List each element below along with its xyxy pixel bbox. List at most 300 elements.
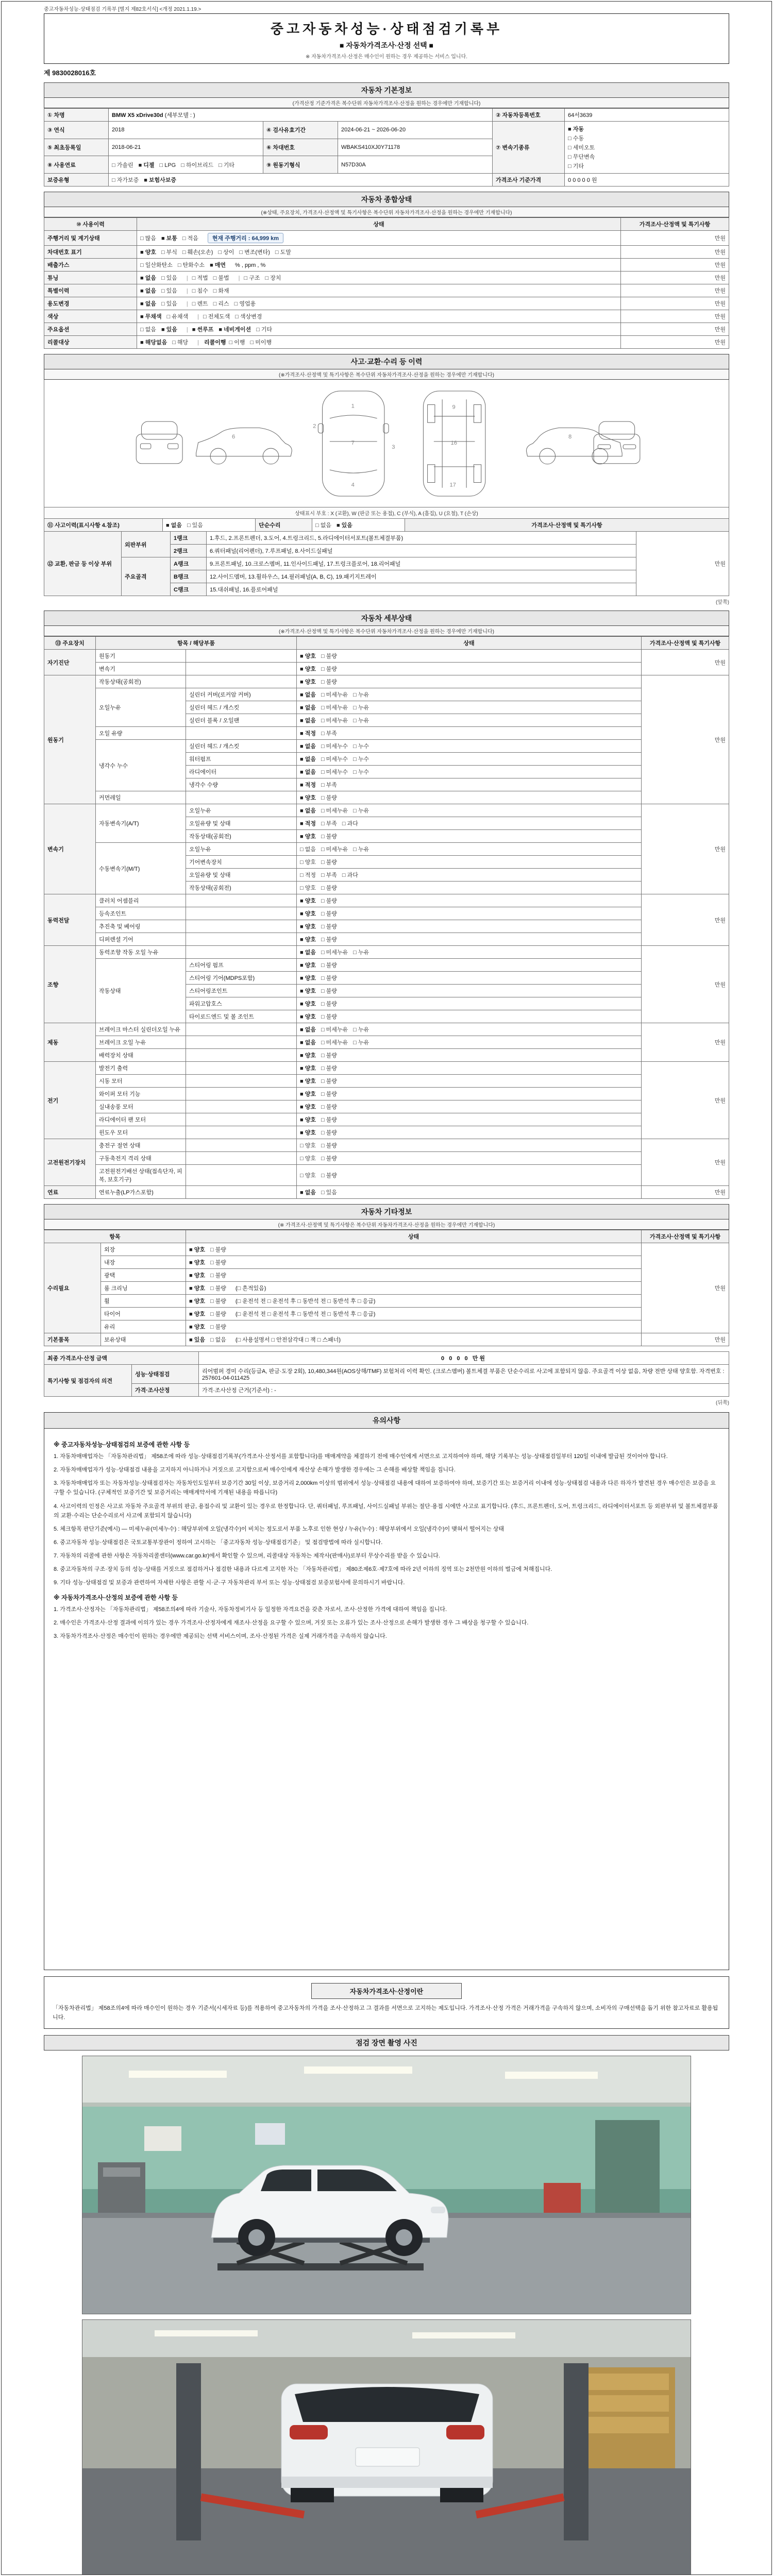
checkbox-option: □ 불량 xyxy=(210,1273,226,1279)
checkbox-option: ■ 있음 xyxy=(189,1337,205,1343)
notice-item: 2. 자동차매매업자가 성능·상태점검 내용을 고지하지 아니하거나 거짓으로 고지함으로써 매수인에게 재산상 손해가 발생한 경우에는 그 손해를 배상할 책임을 집니다. xyxy=(54,1467,456,1473)
misc-item: 타이어 xyxy=(101,1308,186,1320)
detail-state xyxy=(297,997,642,1010)
warranty-label: 보증유형 xyxy=(44,174,109,187)
engine-value: N57D30A xyxy=(338,156,493,174)
garage-rear-photo-illustration xyxy=(82,2320,691,2575)
checkbox-option: □ 누유 xyxy=(353,846,369,853)
inspection-photo-front xyxy=(82,2056,691,2314)
detail-item: 변속기 xyxy=(96,663,186,675)
page-marker-back: (뒤쪽) xyxy=(716,1400,729,1406)
detail-item: 냉각수 누수 xyxy=(96,740,186,791)
checkbox-option: □ 미세누유 xyxy=(321,808,348,814)
inspection-photo-rear xyxy=(82,2319,691,2575)
checkbox-option: ■ 양호 xyxy=(189,1298,205,1304)
detail-price: 만원 xyxy=(642,894,729,946)
detail-part xyxy=(186,1165,297,1186)
checkbox-option: □ 미세누유 xyxy=(321,950,348,956)
accident-history-options xyxy=(163,519,256,532)
checkbox-option: ■ 양호 xyxy=(300,924,316,930)
misc-row xyxy=(44,1282,729,1295)
checkbox-option: □ 미세누유 xyxy=(321,718,348,724)
checkbox-option: ■ 양호 xyxy=(300,795,316,801)
comp-row-label: 특별이력 xyxy=(44,284,137,297)
checkbox-option: □ 불량 xyxy=(321,898,337,904)
svg-text:8: 8 xyxy=(568,433,572,440)
checkbox-group-label: 리콜이행 xyxy=(204,340,226,346)
checkbox-option: □ 미세누유 xyxy=(321,846,348,853)
comp-row-state xyxy=(137,259,621,272)
detail-row xyxy=(44,1049,729,1062)
checkbox-option: ■ 해당없음 xyxy=(140,340,167,346)
notice-price-items xyxy=(54,1605,719,1641)
checkbox-option: ■ 양호 xyxy=(300,975,316,981)
checkbox-option: ■ 보통 xyxy=(161,235,177,242)
svg-text:17: 17 xyxy=(449,482,456,488)
checkbox-option: ■ 네비게이션 xyxy=(219,327,251,333)
right-side-view-icon xyxy=(526,428,622,464)
detail-part: 타이로드엔드 및 볼 조인트 xyxy=(186,1010,297,1023)
checkbox-option: □ 미세누유 xyxy=(321,1040,348,1046)
detail-part: 스티어링 기어(MDPS포함) xyxy=(186,972,297,985)
detail-row xyxy=(44,959,729,972)
misc-state xyxy=(186,1320,642,1333)
detail-row xyxy=(44,650,729,663)
detail-state xyxy=(297,1126,642,1139)
checkbox-option: ■ 무채색 xyxy=(140,314,162,320)
detail-state xyxy=(297,650,642,663)
checkbox-option: □ 누유 xyxy=(353,950,369,956)
detail-group: 제동 xyxy=(44,1023,96,1062)
checkbox-option: ■ 양호 xyxy=(189,1285,205,1292)
comp-row-label: 배출가스 xyxy=(44,259,137,272)
detail-part xyxy=(186,1036,297,1049)
detail-state xyxy=(297,1165,642,1186)
checkbox-option: □ 이행 xyxy=(229,340,245,346)
misc-group: 수리필요 xyxy=(44,1243,101,1333)
misc-price: 만원 xyxy=(642,1243,729,1333)
checkbox-option: □ 있음 xyxy=(321,1190,337,1196)
detail-item: 추진축 및 베어링 xyxy=(96,920,186,933)
checkbox-option: □ 누유 xyxy=(353,718,369,724)
checkbox-option: □ 있음 xyxy=(161,301,177,307)
checkbox-option: ■ 없음 xyxy=(140,275,156,281)
checkbox-option: □ 불량 xyxy=(321,1001,337,1007)
detail-row xyxy=(44,1023,729,1036)
front-view-icon xyxy=(136,421,182,464)
detail-item: 커먼레일 xyxy=(96,791,186,804)
checkbox-option: ■ 없음 xyxy=(300,1027,316,1033)
comp-row-label: 리콜대상 xyxy=(44,336,137,349)
detail-row xyxy=(44,1165,729,1186)
checkbox-option: ■ 썬루프 xyxy=(192,327,214,333)
document-number: 제 9830028016호 xyxy=(44,69,96,77)
checkbox-option: □ 불량 xyxy=(321,1104,337,1110)
detail-row xyxy=(44,933,729,946)
opinion-row-text: 가격·조사산정 근거(기준서) : - xyxy=(199,1384,729,1397)
checkbox-option: □ 불량 xyxy=(321,911,337,917)
detail-part xyxy=(186,1152,297,1165)
misc-state xyxy=(186,1243,642,1256)
detail-group: 연료 xyxy=(44,1186,96,1199)
comprehensive-row xyxy=(44,297,729,310)
checkbox-option: ■ 양호 xyxy=(189,1324,205,1330)
notice-item: 2. 매수인은 가격조사·산정 결과에 이의가 있는 경우 가격조사·산정자에게 재조사·산정을 요구할 수 있으며, 거짓 또는 오류가 있는 조사·산정으로 손해가 발생한 경우 그 배상을 청구할 수 있습니다. xyxy=(54,1619,529,1626)
detail-item: 원동기 xyxy=(96,650,186,663)
detail-part xyxy=(186,933,297,946)
accident-price-header: 가격조사·산정액 및 특기사항 xyxy=(405,519,729,532)
checkbox-option: □ 있음 xyxy=(161,288,177,294)
detail-row xyxy=(44,740,729,753)
reg-no-value: 64서3639 xyxy=(565,109,729,122)
checkbox-option: □ 불량 xyxy=(210,1324,226,1330)
rank-name: A랭크 xyxy=(171,557,207,570)
notice-title: 유의사항 xyxy=(44,1413,729,1429)
opinion-row-name: 성능·상태점검 xyxy=(132,1365,199,1384)
detail-part xyxy=(186,1023,297,1036)
car-views-illustration xyxy=(129,384,644,503)
checkbox-option: □ 해당 xyxy=(172,340,189,346)
comprehensive-table xyxy=(44,217,729,349)
checkbox-option: □ 기타 xyxy=(219,162,235,168)
detail-part xyxy=(186,907,297,920)
detail-state xyxy=(297,869,642,882)
comprehensive-row xyxy=(44,259,729,272)
checkbox-option: □ 불량 xyxy=(321,1117,337,1123)
comp-row-price: 만원 xyxy=(621,336,729,349)
detail-state xyxy=(297,894,642,907)
car-name-label: ① 차명 xyxy=(44,109,109,122)
checkbox-option: □ 불량 xyxy=(321,859,337,866)
checkbox-option: □ 자가보증 xyxy=(112,177,139,183)
detail-state xyxy=(297,778,642,791)
checkbox-option: ■ 양호 xyxy=(300,666,316,672)
detail-price: 만원 xyxy=(642,946,729,1023)
base-price-label: 가격조사 기준가격 xyxy=(493,174,565,187)
checkbox-option: □ 렌트 xyxy=(192,301,208,307)
misc-extra: (□ 운전석 전 □ 운전석 후 □ 동반석 전 □ 동반석 후 □ 응급) xyxy=(235,1298,376,1304)
checkbox-option: □ 미이행 xyxy=(250,340,272,346)
rank-name: B랭크 xyxy=(171,570,207,583)
misc-row xyxy=(44,1243,729,1256)
checkbox-option: ■ 양호 xyxy=(300,1091,316,1097)
detail-part: 오일누유 xyxy=(186,804,297,817)
notice-item: 5. 체크항목 판단기준(예시) — 미세누유(미세누수) : 해당부위에 오일(냉각수)이 비치는 정도로서 부품 노후로 인한 현상 / 누유(누수) : 해당부위에서 오일(냉각수)이 맺혀서 떨어지는 상태 xyxy=(54,1526,504,1532)
detail-state xyxy=(297,882,642,894)
checkbox-option: ■ 없음 xyxy=(300,692,316,698)
detail-state xyxy=(297,1152,642,1165)
misc-section-title: 자동차 기타정보 xyxy=(44,1204,729,1219)
checkbox-option: □ 기타 xyxy=(568,163,584,170)
checkbox-option: □ 세미오토 xyxy=(568,145,595,151)
checkbox-option: □ 가솔린 xyxy=(112,162,133,168)
detail-part xyxy=(186,920,297,933)
final-amount-table xyxy=(44,1351,729,1365)
detail-part: 냉각수 수량 xyxy=(186,778,297,791)
detail-item: 연료누출(LP가스포함) xyxy=(96,1186,186,1199)
checkbox-option: ■ 양호 xyxy=(300,962,316,969)
misc-state xyxy=(186,1333,642,1346)
checkbox-option: □ 불량 xyxy=(210,1260,226,1266)
detail-item: 브레이크 오일 누유 xyxy=(96,1036,186,1049)
checkbox-option: □ 양호 xyxy=(300,1156,316,1162)
checkbox-option: □ 미세누수 xyxy=(321,756,348,762)
misc-row xyxy=(44,1256,729,1269)
rear-view-icon xyxy=(594,421,640,464)
detail-row xyxy=(44,920,729,933)
detail-item: 브레이크 마스터 실린더오일 누유 xyxy=(96,1023,186,1036)
rank-name: 1랭크 xyxy=(171,532,207,545)
comp-row-label: 용도변경 xyxy=(44,297,137,310)
accident-history-label: ⑪ 사고이력(표시사항 4.참조) xyxy=(44,519,163,532)
detail-state xyxy=(297,753,642,766)
fuel-options xyxy=(109,156,263,174)
reg-no-label: ② 자동차등록번호 xyxy=(493,109,565,122)
notice-item: 8. 중고자동차의 구조·장치 등의 성능·상태를 거짓으로 점검하거나 점검한 내용과 다르게 고지한 자는 「자동차관리법」 제80조제6호·제7호에 따라 2년 이하의 징역 또는 2천만원 이하의 벌금에 처해집니다. xyxy=(54,1566,552,1573)
checkbox-option: □ 불량 xyxy=(321,834,337,840)
detail-row xyxy=(44,1186,729,1199)
comp-row-state xyxy=(137,231,621,246)
comprehensive-row xyxy=(44,310,729,323)
checkbox-option: □ 일산화탄소 xyxy=(140,262,173,268)
checkbox-option: ■ 양호 xyxy=(300,1130,316,1136)
checkbox-option: ■ 적정 xyxy=(300,731,316,737)
year-label: ③ 연식 xyxy=(44,122,109,139)
detail-part xyxy=(186,894,297,907)
misc-item-header: 항목 xyxy=(44,1230,186,1243)
svg-text:1: 1 xyxy=(351,403,355,410)
comp-row-state: ■ 없음 □ 있음 | □ 적법 □ 불법 | □ 구조 □ 장치 xyxy=(137,272,621,284)
simple-repair-label: 단순수리 xyxy=(256,519,312,532)
checkbox-option: □ 없음 xyxy=(300,846,316,853)
detail-item: 작동상태 xyxy=(96,959,186,1023)
comp-row-price: 만원 xyxy=(621,284,729,297)
detail-part xyxy=(186,1088,297,1100)
comp-row-price: 만원 xyxy=(621,297,729,310)
simple-repair-options xyxy=(312,519,405,532)
detail-row xyxy=(44,675,729,688)
misc-state xyxy=(186,1256,642,1269)
checkbox-option: □ 구조 xyxy=(244,275,260,281)
checkbox-option: □ 불량 xyxy=(321,1143,337,1149)
detail-device-header: ⑬ 주요장치 xyxy=(44,637,96,650)
checkbox-option: ■ 없음 xyxy=(300,756,316,762)
rank-name: C랭크 xyxy=(171,583,207,596)
detail-item: 동력조향 작동 오일 누유 xyxy=(96,946,186,959)
detail-row xyxy=(44,663,729,675)
detail-part: 실린더 헤드 / 개스킷 xyxy=(186,701,297,714)
detail-item: 배력장치 상태 xyxy=(96,1049,186,1062)
checkbox-option: □ 침수 xyxy=(192,288,208,294)
comp-row-state xyxy=(137,246,621,259)
detail-state-header: 상태 xyxy=(297,637,642,650)
detail-state xyxy=(297,1075,642,1088)
checkbox-option: □ 불량 xyxy=(321,1078,337,1084)
damage-symbols-legend: 상태표시 부호 : X (교환), W (판금 또는 용접), C (부식), A (흠집), U (요철), T (손상) xyxy=(44,507,729,519)
notice-price-subtitle: ※ 자동차가격조사·산정의 보증에 관한 사항 등 xyxy=(54,1594,178,1601)
detail-row xyxy=(44,1075,729,1088)
checkbox-option: ■ 없음 xyxy=(166,522,182,529)
car-damage-diagram xyxy=(44,380,729,507)
comp-row-price: 만원 xyxy=(621,259,729,272)
detail-item: 등속조인트 xyxy=(96,907,186,920)
comprehensive-row xyxy=(44,336,729,349)
checkbox-option: □ 적법 xyxy=(192,275,208,281)
detail-item: 오일누유 xyxy=(96,688,186,727)
detail-row xyxy=(44,894,729,907)
accident-section-title: 사고·교환·수리 등 이력 xyxy=(44,354,729,369)
checkbox-option: □ 불량 xyxy=(321,653,337,659)
checkbox-option: ■ 있음 xyxy=(336,522,352,529)
svg-text:4: 4 xyxy=(351,482,355,488)
checkbox-option: □ 양호 xyxy=(300,1173,316,1179)
rank-items: 9.프론트패널, 10.크로스멤버, 11.인사이드패널, 17.트렁크플로어, 18.리어패널 xyxy=(207,557,636,570)
detail-item: 디퍼렌셜 기어 xyxy=(96,933,186,946)
detail-state xyxy=(297,766,642,778)
base-price-value: 0 0 0 0 0 원 xyxy=(565,174,729,187)
comp-row-state: ■ 없음 □ 있음 | □ 침수 □ 화재 xyxy=(137,284,621,297)
checkbox-option: ■ 디젤 xyxy=(138,162,155,168)
notice-items xyxy=(54,1452,719,1588)
notice-item: 7. 자동차의 리콜에 관한 사항은 자동차리콜센터(www.car.go.kr)에서 확인할 수 있으며, 리콜대상 자동차는 제작사(판매사)로부터 무상수리를 받을 수 있습니다. xyxy=(54,1553,440,1560)
detail-part xyxy=(186,1049,297,1062)
misc-price: 만원 xyxy=(642,1333,729,1346)
checkbox-option: ■ 양호 xyxy=(300,1014,316,1020)
checkbox-option: □ 불량 xyxy=(321,1130,337,1136)
misc-extra: (□ 흔적있음) xyxy=(235,1285,266,1292)
left-side-view-icon xyxy=(196,428,292,464)
detail-section-note: (※가격조사·산정액 및 특기사항은 복수단위 자동차가격조사·산정을 원하는 경우에만 기재합니다) xyxy=(44,626,729,636)
checkbox-option: □ 없음 xyxy=(210,1337,226,1343)
detail-row xyxy=(44,791,729,804)
detail-group: 고전원전기장치 xyxy=(44,1139,96,1186)
final-amount-value: 0 0 0 0 만원 xyxy=(199,1352,729,1365)
notice-body xyxy=(44,1429,729,1970)
detail-part: 파워고압호스 xyxy=(186,997,297,1010)
misc-price-header: 가격조사·산정액 및 특기사항 xyxy=(642,1230,729,1243)
detail-state xyxy=(297,920,642,933)
checkbox-option: □ 많음 xyxy=(140,235,156,242)
checkbox-option: □ 불량 xyxy=(321,1065,337,1072)
checkbox-option: □ 불량 xyxy=(210,1311,226,1317)
comprehensive-section-note: (※상태, 주요장치, 가격조사·산정액 및 특기사항은 복수단위 자동차가격조사·산정을 원하는 경우에만 기재합니다) xyxy=(44,207,729,217)
checkbox-option: □ 누유 xyxy=(353,705,369,711)
detail-part: 스티어링조인트 xyxy=(186,985,297,997)
checkbox-option: □ 누유 xyxy=(353,692,369,698)
comp-row-label: 주요옵션 xyxy=(44,323,137,336)
checkbox-option: □ 하이브리드 xyxy=(181,162,214,168)
outer-panel-label: 외판부위 xyxy=(122,532,171,557)
detail-state xyxy=(297,804,642,817)
comp-row-label: 주행거리 및 계기상태 xyxy=(44,231,137,246)
col-price-header: 가격조사·산정액 및 특기사항 xyxy=(621,218,729,231)
detail-row xyxy=(44,1088,729,1100)
comp-row-state: ■ 없음 □ 있음 | □ 렌트 □ 리스 □ 영업용 xyxy=(137,297,621,310)
detail-state xyxy=(297,1186,642,1199)
checkbox-option: □ 변조(변타) xyxy=(239,249,270,256)
detail-state xyxy=(297,1036,642,1049)
detail-section-title: 자동차 세부상태 xyxy=(44,611,729,626)
detail-part xyxy=(186,1139,297,1152)
misc-extra: (□ 사용설명서 □ 안전삼각대 □ 잭 □ 스패너) xyxy=(235,1337,341,1343)
detail-row xyxy=(44,727,729,740)
detail-item: 발전기 출력 xyxy=(96,1062,186,1075)
form-ref: 중고자동차성능·상태점검 기록부 [별지 제82호서식] <개정 2021.1.19.> xyxy=(44,7,201,12)
infobox-title: 자동차가격조사·산정이란 xyxy=(311,1983,462,1999)
comp-row-extra: % , ppm , % xyxy=(235,262,266,268)
detail-row xyxy=(44,1062,729,1075)
detail-row xyxy=(44,1139,729,1152)
detail-state xyxy=(297,1100,642,1113)
detail-state xyxy=(297,740,642,753)
detail-row xyxy=(44,907,729,920)
detail-row xyxy=(44,1036,729,1049)
misc-state xyxy=(186,1269,642,1282)
detail-part xyxy=(186,675,297,688)
detail-state xyxy=(297,675,642,688)
checkbox-option: □ 도말 xyxy=(275,249,291,256)
detail-group: 자기진단 xyxy=(44,650,96,675)
checkbox-option: □ 불량 xyxy=(321,885,337,891)
comp-row-extra: 현재 주행거리 : 64,999 km xyxy=(208,233,283,243)
checkbox-option: □ 훼손(오손) xyxy=(182,249,213,256)
checkbox-option: □ 불량 xyxy=(210,1298,226,1304)
checkbox-option: □ 불량 xyxy=(210,1285,226,1292)
svg-text:7: 7 xyxy=(351,440,355,447)
opinion-row-text: 리어범퍼 경미 수리(등급A, 판금·도장 2회), 10,480,344원(AOS상해/TMF) 보험처리 이력 확인. (크로스멤버) 볼트체결 부품은 단순수리로 사고에 포함되지 않음. 주요골격 이상 없음, 차량 전반 상태 양호함. 자격번호 : 257601-04-011425 xyxy=(199,1365,729,1384)
checkbox-option: ■ 적정 xyxy=(300,782,316,788)
detail-part xyxy=(186,650,297,663)
checkbox-option: □ 없음 xyxy=(140,327,156,333)
detail-part xyxy=(186,1113,297,1126)
checkbox-option: □ 색상변경 xyxy=(235,314,262,320)
detail-part xyxy=(186,791,297,804)
misc-state xyxy=(186,1282,642,1295)
detail-row xyxy=(44,843,729,856)
notice-subtitle: ※ 중고자동차성능·상태점검의 보증에 관한 사항 등 xyxy=(54,1441,190,1448)
detail-row xyxy=(44,1113,729,1126)
accident-section-note: (※가격조사·산정액 및 특기사항은 복수단위 자동차가격조사·산정을 원하는 경우에만 기재합니다) xyxy=(44,369,729,380)
checkbox-option: □ 불량 xyxy=(321,1173,337,1179)
svg-text:3: 3 xyxy=(392,444,395,451)
checkbox-option: □ 불량 xyxy=(321,795,337,801)
engine-label: ⑨ 원동기형식 xyxy=(263,156,338,174)
col-state-header: 상태 xyxy=(137,218,621,231)
checkbox-option: □ 불량 xyxy=(321,962,337,969)
inspector-opinion-table xyxy=(44,1364,729,1397)
misc-item: 내장 xyxy=(101,1256,186,1269)
detail-part: 실린더 헤드 / 개스킷 xyxy=(186,740,297,753)
detail-part: 오일유량 및 상태 xyxy=(186,869,297,882)
detail-item: 오일 유량 xyxy=(96,727,186,740)
detail-state xyxy=(297,907,642,920)
section-basic-info xyxy=(44,82,729,187)
checkbox-option: ■ 양호 xyxy=(300,679,316,685)
accident-price-unit: 만원 xyxy=(636,532,729,596)
detail-group: 원동기 xyxy=(44,675,96,804)
checkbox-option: ■ 양호 xyxy=(300,834,316,840)
inspection-label: ④ 검사유효기간 xyxy=(263,122,338,139)
checkbox-option: □ 리스 xyxy=(213,301,229,307)
rank-items: 6.쿼터패널(리어펜더), 7.루프패널, 8.사이드실패널 xyxy=(207,545,636,557)
misc-item: 룸 크리닝 xyxy=(101,1282,186,1295)
detail-state xyxy=(297,663,642,675)
detail-state xyxy=(297,688,642,701)
checkbox-option: ■ 양호 xyxy=(300,653,316,659)
checkbox-option: ■ 양호 xyxy=(300,898,316,904)
checkbox-option: ■ 양호 xyxy=(300,1078,316,1084)
white-suv-rear-illustration xyxy=(281,2384,493,2502)
